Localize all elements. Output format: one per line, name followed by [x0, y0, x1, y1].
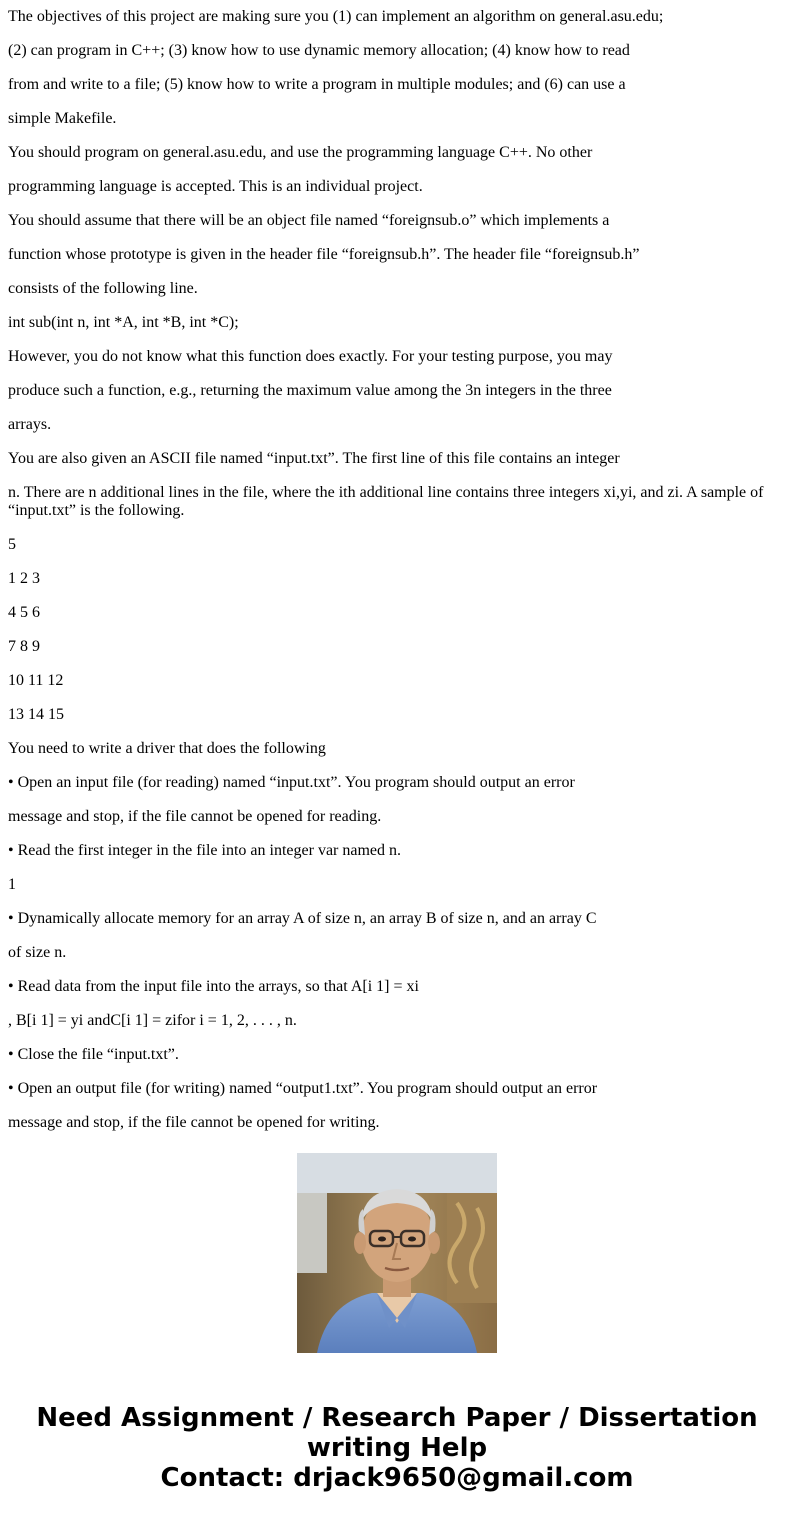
sample-line: 10 11 12 [8, 672, 64, 689]
page-number: 1 [8, 876, 16, 893]
paragraph: However, you do not know what this function does exactly. For your testing purpose, you may [8, 348, 613, 365]
paragraph: programming language is accepted. This is an individual project. [8, 178, 423, 195]
paragraph: consists of the following line. [8, 280, 198, 297]
paragraph: You should program on general.asu.edu, and use the programming language C++. No other [8, 144, 593, 161]
paragraph: arrays. [8, 416, 52, 433]
code-line: int sub(int n, int *A, int *B, int *C); [8, 314, 239, 331]
paragraph: n. There are n additional lines in the file, where the ith additional line contains three integers xi,yi, and zi. A sample of “input.txt” is the following. [8, 484, 764, 519]
bullet-item: • Read the first integer in the file into an integer var named n. [8, 842, 402, 859]
bullet-item: • Open an output file (for writing) named “output1.txt”. You program should output an error [8, 1080, 598, 1097]
paragraph: of size n. [8, 944, 67, 961]
bullet-item: • Dynamically allocate memory for an array A of size n, an array B of size n, and an array C [8, 910, 597, 927]
paragraph: message and stop, if the file cannot be opened for reading. [8, 808, 382, 825]
paragraph: produce such a function, e.g., returning the maximum value among the 3n integers in the three [8, 382, 612, 399]
paragraph: You are also given an ASCII file named “input.txt”. The first line of this file contains an integer [8, 450, 620, 467]
person-photo-icon [297, 1153, 497, 1353]
paragraph: The objectives of this project are making sure you (1) can implement an algorithm on general.asu.edu; [8, 8, 664, 25]
paragraph: You need to write a driver that does the following [8, 740, 326, 757]
sample-line: 7 8 9 [8, 638, 40, 655]
sample-line: 4 5 6 [8, 604, 40, 621]
avatar [297, 1153, 497, 1353]
paragraph: , B[i 1] = yi andC[i 1] = zifor i = 1, 2, . . . , n. [8, 1012, 297, 1029]
sample-line: 5 [8, 536, 16, 553]
paragraph: from and write to a file; (5) know how to write a program in multiple modules; and (6) can use a [8, 76, 626, 93]
promo-headline: Need Assignment / Research Paper / Dissertation [36, 1403, 758, 1433]
bullet-item: • Open an input file (for reading) named “input.txt”. You program should output an error [8, 774, 575, 791]
contact-banner [0, 1403, 794, 1493]
promo-contact: Contact: drjack9650@gmail.com [160, 1463, 634, 1493]
paragraph: You should assume that there will be an object file named “foreignsub.o” which implements a [8, 212, 610, 229]
paragraph: function whose prototype is given in the header file “foreignsub.h”. The header file “foreignsub.h” [8, 246, 640, 263]
sample-line: 13 14 15 [8, 706, 64, 723]
paragraph: simple Makefile. [8, 110, 117, 127]
paragraph: message and stop, if the file cannot be opened for writing. [8, 1114, 380, 1131]
sample-line: 1 2 3 [8, 570, 40, 587]
bullet-item: • Close the file “input.txt”. [8, 1046, 179, 1063]
promo-subheadline: writing Help [306, 1433, 488, 1463]
bullet-item: • Read data from the input file into the arrays, so that A[i 1] = xi [8, 978, 419, 995]
paragraph: (2) can program in C++; (3) know how to use dynamic memory allocation; (4) know how to read [8, 42, 630, 59]
